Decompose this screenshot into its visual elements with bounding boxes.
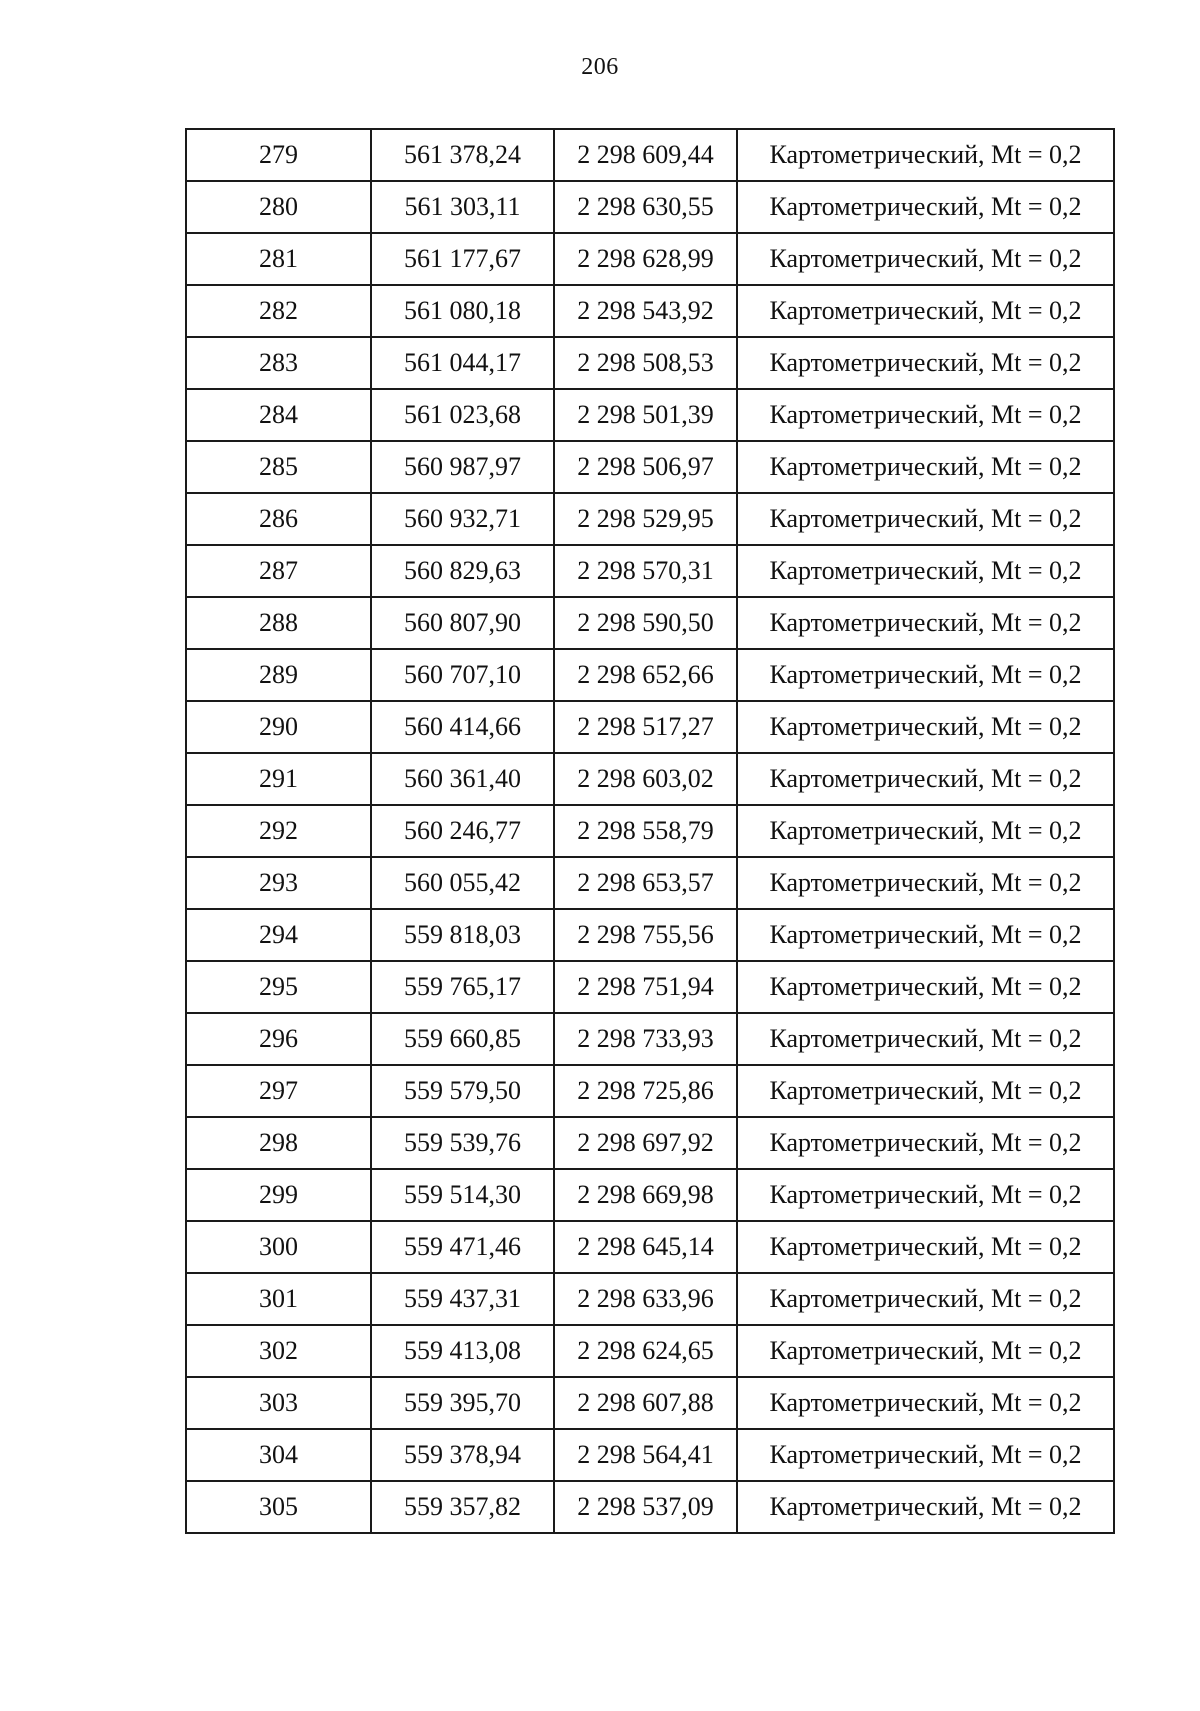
x-coordinate-cell: 561 080,18 bbox=[371, 285, 554, 337]
table-row bbox=[186, 181, 1114, 233]
point-number-cell: 294 bbox=[186, 909, 371, 961]
x-coordinate-cell: 561 303,11 bbox=[371, 181, 554, 233]
y-coordinate-cell: 2 298 653,57 bbox=[554, 857, 737, 909]
y-coordinate-cell: 2 298 628,99 bbox=[554, 233, 737, 285]
x-coordinate-cell: 559 514,30 bbox=[371, 1169, 554, 1221]
point-number-cell: 301 bbox=[186, 1273, 371, 1325]
y-coordinate-cell: 2 298 645,14 bbox=[554, 1221, 737, 1273]
method-cell: Картометрический, Mt = 0,2 bbox=[737, 857, 1114, 909]
y-coordinate-cell: 2 298 725,86 bbox=[554, 1065, 737, 1117]
point-number-cell: 279 bbox=[186, 129, 371, 181]
method-cell: Картометрический, Mt = 0,2 bbox=[737, 1221, 1114, 1273]
method-cell: Картометрический, Mt = 0,2 bbox=[737, 233, 1114, 285]
point-number-cell: 296 bbox=[186, 1013, 371, 1065]
table-row bbox=[186, 337, 1114, 389]
method-cell: Картометрический, Mt = 0,2 bbox=[737, 389, 1114, 441]
table-row bbox=[186, 805, 1114, 857]
page-number: 206 bbox=[581, 54, 619, 80]
x-coordinate-cell: 559 539,76 bbox=[371, 1117, 554, 1169]
point-number-cell: 291 bbox=[186, 753, 371, 805]
table-row bbox=[186, 493, 1114, 545]
y-coordinate-cell: 2 298 733,93 bbox=[554, 1013, 737, 1065]
table-row bbox=[186, 129, 1114, 181]
y-coordinate-cell: 2 298 669,98 bbox=[554, 1169, 737, 1221]
point-number-cell: 280 bbox=[186, 181, 371, 233]
table-row bbox=[186, 441, 1114, 493]
method-cell: Картометрический, Mt = 0,2 bbox=[737, 1325, 1114, 1377]
method-cell: Картометрический, Mt = 0,2 bbox=[737, 1481, 1114, 1533]
point-number-cell: 302 bbox=[186, 1325, 371, 1377]
x-coordinate-cell: 560 414,66 bbox=[371, 701, 554, 753]
coordinates-table bbox=[185, 128, 1115, 1534]
method-cell: Картометрический, Mt = 0,2 bbox=[737, 1429, 1114, 1481]
table-row bbox=[186, 233, 1114, 285]
method-cell: Картометрический, Mt = 0,2 bbox=[737, 961, 1114, 1013]
method-cell: Картометрический, Mt = 0,2 bbox=[737, 1377, 1114, 1429]
y-coordinate-cell: 2 298 506,97 bbox=[554, 441, 737, 493]
method-cell: Картометрический, Mt = 0,2 bbox=[737, 597, 1114, 649]
point-number-cell: 300 bbox=[186, 1221, 371, 1273]
x-coordinate-cell: 561 378,24 bbox=[371, 129, 554, 181]
table-row bbox=[186, 1377, 1114, 1429]
table-row bbox=[186, 389, 1114, 441]
x-coordinate-cell: 559 818,03 bbox=[371, 909, 554, 961]
x-coordinate-cell: 560 707,10 bbox=[371, 649, 554, 701]
x-coordinate-cell: 559 471,46 bbox=[371, 1221, 554, 1273]
point-number-cell: 281 bbox=[186, 233, 371, 285]
method-cell: Картометрический, Mt = 0,2 bbox=[737, 805, 1114, 857]
x-coordinate-cell: 559 660,85 bbox=[371, 1013, 554, 1065]
point-number-cell: 297 bbox=[186, 1065, 371, 1117]
x-coordinate-cell: 560 361,40 bbox=[371, 753, 554, 805]
point-number-cell: 299 bbox=[186, 1169, 371, 1221]
table-row bbox=[186, 1117, 1114, 1169]
table-row bbox=[186, 753, 1114, 805]
table-row bbox=[186, 285, 1114, 337]
x-coordinate-cell: 559 378,94 bbox=[371, 1429, 554, 1481]
point-number-cell: 295 bbox=[186, 961, 371, 1013]
point-number-cell: 298 bbox=[186, 1117, 371, 1169]
method-cell: Картометрический, Mt = 0,2 bbox=[737, 701, 1114, 753]
point-number-cell: 303 bbox=[186, 1377, 371, 1429]
method-cell: Картометрический, Mt = 0,2 bbox=[737, 285, 1114, 337]
point-number-cell: 287 bbox=[186, 545, 371, 597]
method-cell: Картометрический, Mt = 0,2 bbox=[737, 129, 1114, 181]
table-row bbox=[186, 597, 1114, 649]
table-row bbox=[186, 857, 1114, 909]
y-coordinate-cell: 2 298 590,50 bbox=[554, 597, 737, 649]
y-coordinate-cell: 2 298 652,66 bbox=[554, 649, 737, 701]
y-coordinate-cell: 2 298 630,55 bbox=[554, 181, 737, 233]
x-coordinate-cell: 561 177,67 bbox=[371, 233, 554, 285]
method-cell: Картометрический, Mt = 0,2 bbox=[737, 545, 1114, 597]
method-cell: Картометрический, Mt = 0,2 bbox=[737, 1169, 1114, 1221]
point-number-cell: 292 bbox=[186, 805, 371, 857]
method-cell: Картометрический, Mt = 0,2 bbox=[737, 1117, 1114, 1169]
y-coordinate-cell: 2 298 607,88 bbox=[554, 1377, 737, 1429]
x-coordinate-cell: 561 044,17 bbox=[371, 337, 554, 389]
point-number-cell: 284 bbox=[186, 389, 371, 441]
point-number-cell: 286 bbox=[186, 493, 371, 545]
method-cell: Картометрический, Mt = 0,2 bbox=[737, 649, 1114, 701]
y-coordinate-cell: 2 298 529,95 bbox=[554, 493, 737, 545]
x-coordinate-cell: 559 395,70 bbox=[371, 1377, 554, 1429]
point-number-cell: 283 bbox=[186, 337, 371, 389]
point-number-cell: 282 bbox=[186, 285, 371, 337]
point-number-cell: 288 bbox=[186, 597, 371, 649]
method-cell: Картометрический, Mt = 0,2 bbox=[737, 909, 1114, 961]
method-cell: Картометрический, Mt = 0,2 bbox=[737, 441, 1114, 493]
point-number-cell: 293 bbox=[186, 857, 371, 909]
table-row bbox=[186, 1429, 1114, 1481]
point-number-cell: 305 bbox=[186, 1481, 371, 1533]
table-row bbox=[186, 1065, 1114, 1117]
table-row bbox=[186, 909, 1114, 961]
table-row bbox=[186, 545, 1114, 597]
method-cell: Картометрический, Mt = 0,2 bbox=[737, 1013, 1114, 1065]
point-number-cell: 289 bbox=[186, 649, 371, 701]
y-coordinate-cell: 2 298 501,39 bbox=[554, 389, 737, 441]
table-row bbox=[186, 1273, 1114, 1325]
x-coordinate-cell: 560 829,63 bbox=[371, 545, 554, 597]
y-coordinate-cell: 2 298 697,92 bbox=[554, 1117, 737, 1169]
x-coordinate-cell: 560 055,42 bbox=[371, 857, 554, 909]
table-row bbox=[186, 961, 1114, 1013]
x-coordinate-cell: 560 246,77 bbox=[371, 805, 554, 857]
table-row bbox=[186, 1221, 1114, 1273]
y-coordinate-cell: 2 298 517,27 bbox=[554, 701, 737, 753]
y-coordinate-cell: 2 298 537,09 bbox=[554, 1481, 737, 1533]
y-coordinate-cell: 2 298 543,92 bbox=[554, 285, 737, 337]
method-cell: Картометрический, Mt = 0,2 bbox=[737, 1065, 1114, 1117]
table-row bbox=[186, 1169, 1114, 1221]
x-coordinate-cell: 561 023,68 bbox=[371, 389, 554, 441]
method-cell: Картометрический, Mt = 0,2 bbox=[737, 753, 1114, 805]
table-row bbox=[186, 649, 1114, 701]
x-coordinate-cell: 559 357,82 bbox=[371, 1481, 554, 1533]
point-number-cell: 290 bbox=[186, 701, 371, 753]
method-cell: Картометрический, Mt = 0,2 bbox=[737, 337, 1114, 389]
x-coordinate-cell: 559 579,50 bbox=[371, 1065, 554, 1117]
y-coordinate-cell: 2 298 570,31 bbox=[554, 545, 737, 597]
method-cell: Картометрический, Mt = 0,2 bbox=[737, 181, 1114, 233]
method-cell: Картометрический, Mt = 0,2 bbox=[737, 493, 1114, 545]
x-coordinate-cell: 559 437,31 bbox=[371, 1273, 554, 1325]
y-coordinate-cell: 2 298 558,79 bbox=[554, 805, 737, 857]
table-row bbox=[186, 701, 1114, 753]
y-coordinate-cell: 2 298 624,65 bbox=[554, 1325, 737, 1377]
y-coordinate-cell: 2 298 633,96 bbox=[554, 1273, 737, 1325]
x-coordinate-cell: 560 807,90 bbox=[371, 597, 554, 649]
point-number-cell: 304 bbox=[186, 1429, 371, 1481]
y-coordinate-cell: 2 298 564,41 bbox=[554, 1429, 737, 1481]
point-number-cell: 285 bbox=[186, 441, 371, 493]
x-coordinate-cell: 559 413,08 bbox=[371, 1325, 554, 1377]
y-coordinate-cell: 2 298 508,53 bbox=[554, 337, 737, 389]
x-coordinate-cell: 559 765,17 bbox=[371, 961, 554, 1013]
table-body bbox=[186, 129, 1114, 1533]
y-coordinate-cell: 2 298 609,44 bbox=[554, 129, 737, 181]
y-coordinate-cell: 2 298 755,56 bbox=[554, 909, 737, 961]
table-row bbox=[186, 1481, 1114, 1533]
x-coordinate-cell: 560 932,71 bbox=[371, 493, 554, 545]
table-row bbox=[186, 1325, 1114, 1377]
y-coordinate-cell: 2 298 751,94 bbox=[554, 961, 737, 1013]
y-coordinate-cell: 2 298 603,02 bbox=[554, 753, 737, 805]
x-coordinate-cell: 560 987,97 bbox=[371, 441, 554, 493]
method-cell: Картометрический, Mt = 0,2 bbox=[737, 1273, 1114, 1325]
table-row bbox=[186, 1013, 1114, 1065]
